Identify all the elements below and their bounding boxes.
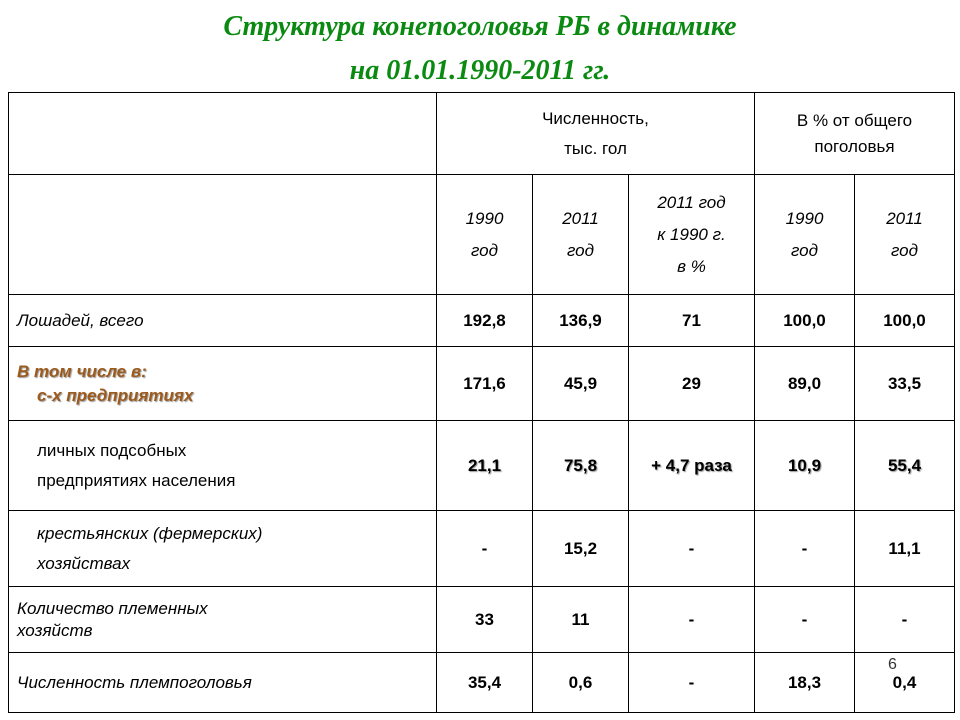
cell-value: - bbox=[629, 653, 755, 713]
cell-value: 29 bbox=[629, 347, 755, 421]
cell-value: 33 bbox=[437, 587, 533, 653]
header-ratio: 2011 год к 1990 г. в % bbox=[629, 175, 755, 295]
cell-value: 11,1 bbox=[855, 511, 955, 587]
header-percent-group: В % от общего поголовья bbox=[755, 93, 955, 175]
cell-value: 0,4 bbox=[855, 653, 955, 713]
cell-value: - bbox=[629, 511, 755, 587]
data-table bbox=[8, 92, 955, 713]
header-row-2 bbox=[9, 175, 955, 295]
cell-value: 100,0 bbox=[755, 295, 855, 347]
header-empty-cell-2 bbox=[9, 175, 437, 295]
cell-value: - bbox=[755, 587, 855, 653]
cell-value: 136,9 bbox=[533, 295, 629, 347]
cell-value: - bbox=[629, 587, 755, 653]
cell-value: 10,9 bbox=[755, 421, 855, 511]
header-percent-2011: 2011 год bbox=[855, 175, 955, 295]
header-empty-cell bbox=[9, 93, 437, 175]
table-row bbox=[9, 511, 955, 587]
cell-value: + 4,7 раза bbox=[629, 421, 755, 511]
header-row-1 bbox=[9, 93, 955, 175]
header-percent-1990: 1990 год bbox=[755, 175, 855, 295]
slide-number: 6 bbox=[888, 656, 897, 673]
cell-value: 15,2 bbox=[533, 511, 629, 587]
cell-value: 75,8 bbox=[533, 421, 629, 511]
row-label: Численность племпоголовья bbox=[9, 653, 437, 713]
row-label: крестьянских (фермерских) хозяйствах bbox=[9, 511, 437, 587]
cell-value: 0,6 bbox=[533, 653, 629, 713]
cell-value: 45,9 bbox=[533, 347, 629, 421]
table-row bbox=[9, 421, 955, 511]
table-row bbox=[9, 295, 955, 347]
cell-value: 192,8 bbox=[437, 295, 533, 347]
cell-value: 33,5 bbox=[855, 347, 955, 421]
cell-value: 171,6 bbox=[437, 347, 533, 421]
row-label: Количество племенных хозяйств bbox=[9, 587, 437, 653]
header-count-group: Численность, тыс. гол bbox=[437, 93, 755, 175]
cell-value: - bbox=[755, 511, 855, 587]
row-label: В том числе в: с-х предприятиях bbox=[9, 347, 437, 421]
row-label: Лошадей, всего bbox=[9, 295, 437, 347]
cell-value: 55,4 bbox=[855, 421, 955, 511]
page-subtitle: на 01.01.1990-2011 гг. bbox=[349, 55, 611, 86]
table-row bbox=[9, 653, 955, 713]
cell-value: 21,1 bbox=[437, 421, 533, 511]
header-count-1990: 1990 год bbox=[437, 175, 533, 295]
table-row bbox=[9, 587, 955, 653]
page-title: Структура конепоголовья РБ в динамике bbox=[223, 11, 737, 42]
table-row bbox=[9, 347, 955, 421]
cell-value: - bbox=[437, 511, 533, 587]
row-label: личных подсобных предприятиях населения bbox=[9, 421, 437, 511]
cell-value: 89,0 bbox=[755, 347, 855, 421]
cell-value: 35,4 bbox=[437, 653, 533, 713]
cell-value: 71 bbox=[629, 295, 755, 347]
cell-value: 18,3 bbox=[755, 653, 855, 713]
cell-value: - bbox=[855, 587, 955, 653]
cell-value: 11 bbox=[533, 587, 629, 653]
header-count-2011: 2011 год bbox=[533, 175, 629, 295]
cell-value: 100,0 bbox=[855, 295, 955, 347]
